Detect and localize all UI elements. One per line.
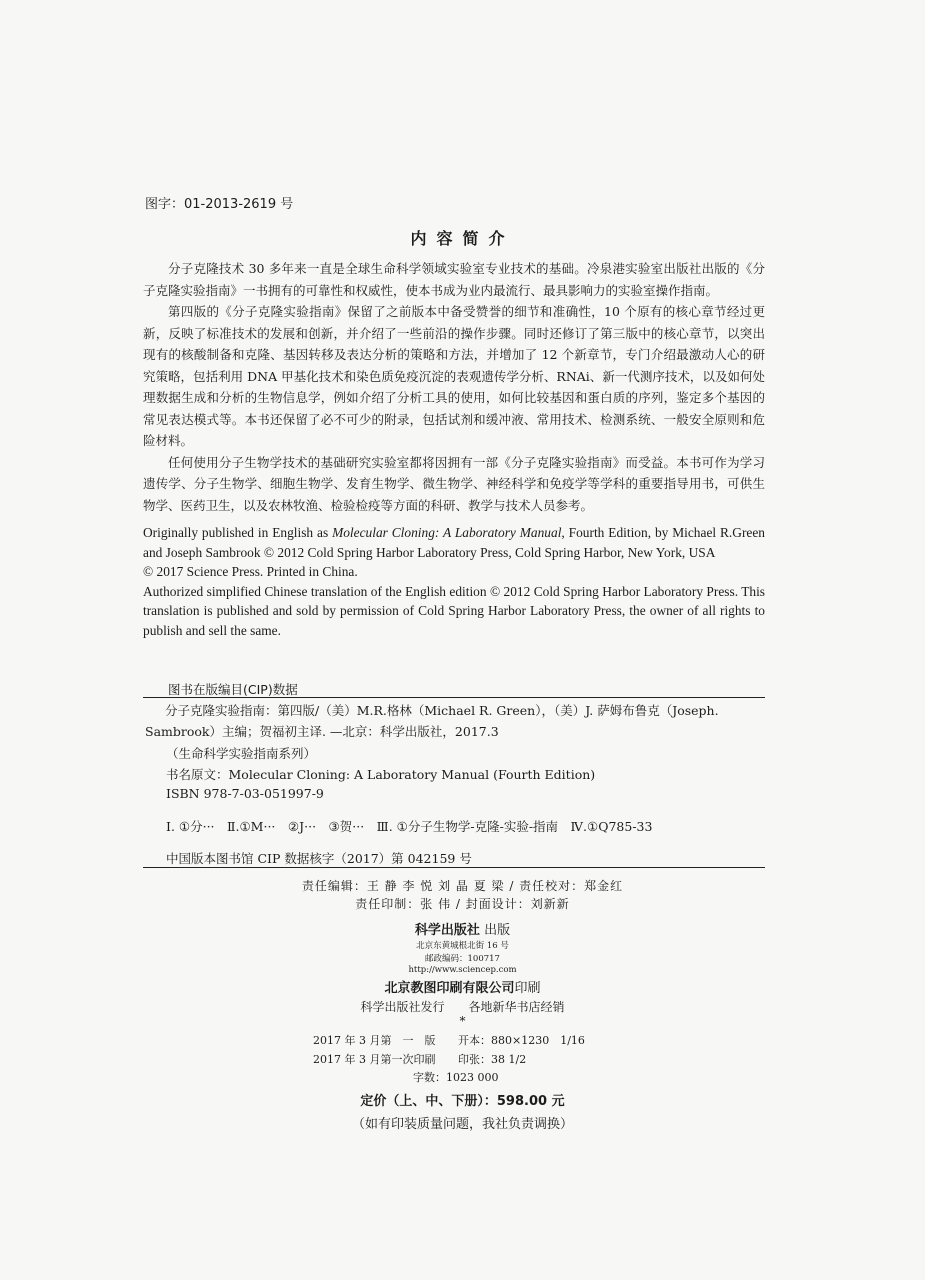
registration-number: 图字：01-2013-2619 号 (145, 197, 294, 212)
cip-record-number: 中国版本图书馆 CIP 数据核字（2017）第 042159 号 (166, 851, 472, 866)
price: 定价（上、中、下册）：598.00 元 (360, 1094, 565, 1109)
cip-bottom-rule (143, 867, 765, 868)
summary-paragraph: 任何使用分子生物学技术的基础研究实验室都将因拥有一部《分子克隆实验指南》而受益。本书可作为学习遗传学、分子生物学、细胞生物学、发育生物学、微生物学、神经科学和免疫学等学科的重要指导用书，可供生物学、医药卫生，以及农林牧渔、检验检疫等方面的科研、教学与技术人员参考。 (143, 454, 765, 513)
distribution-line: 科学出版社发行 各地新华书店经销 (360, 1000, 565, 1014)
cip-series: （生命科学实验指南系列） (166, 746, 317, 761)
cip-isbn: ISBN 978-7-03-051997-9 (166, 786, 324, 801)
editor-credits: 责任编辑：王 静 李 悦 刘 晶 夏 梁 / 责任校对：郑金红 (301, 879, 624, 893)
publisher-suffix: 出版 (479, 923, 511, 938)
publisher-url: http://www.sciencep.com (408, 965, 517, 975)
word-count: 字数：1023 000 (413, 1071, 499, 1084)
production-credits: 责任印制：张 伟 / 封面设计：刘新新 (355, 897, 570, 911)
summary-body (143, 258, 765, 516)
cip-top-rule (143, 697, 765, 698)
print-date: 2017 年 3 月第一次印刷 (313, 1053, 436, 1066)
publisher-address: 北京东黄城根北街 16 号 (416, 941, 509, 951)
printer-line (0, 977, 925, 996)
cip-title: 图书在版编目(CIP)数据 (168, 682, 298, 697)
cip-classification: Ⅰ. ①分··· Ⅱ.①M··· ②J··· ③贺··· Ⅲ. ①分子生物学-克隆-实验-指南 Ⅳ.①Q785-33 (166, 819, 653, 834)
book-format: 开本：880×1230 1/16 (458, 1034, 585, 1047)
publisher-name: 科学出版社 (414, 923, 480, 938)
quality-notice: （如有印装质量问题，我社负责调换） (351, 1117, 573, 1132)
edition-date: 2017 年 3 月第 一 版 (313, 1034, 436, 1047)
separator-asterisk: * (459, 1014, 466, 1028)
authorization-note: Authorized simplified Chinese translation of the English edition © 2012 Cold Spring Harbor Laboratory Press. This translation is published and sold by permission of Cold Spring Harbor Laboratory Press, the owner of all rights to publish and sell the same. (143, 583, 765, 638)
summary-paragraph: 分子克隆技术 30 多年来一直是全球生命科学领域实验室专业技术的基础。冷泉港实验室出版社出版的《分子克隆实验指南》一书拥有的可靠性和权威性，使本书成为业内最流行、最具影响力的实验室操作指南。 (143, 261, 765, 298)
original-title: Molecular Cloning: A Laboratory Manual (332, 525, 562, 540)
publisher-postcode: 邮政编码：100717 (425, 954, 500, 964)
cip-entry: 分子克隆实验指南：第四版/（美）M.R.格林（Michael R. Green），（美）J. 萨姆布鲁克（Joseph. Sambrook）主编；贺福初主译. —北京：科学出版社，2017.3 (145, 703, 719, 739)
copyright-line: © 2017 Science Press. Printed in China. (143, 564, 358, 579)
english-rights-notice (143, 523, 765, 640)
summary-heading: 内容简介 (410, 229, 515, 248)
cip-original-title: 书名原文：Molecular Cloning: A Laboratory Manual (Fourth Edition) (166, 767, 596, 782)
orig-prefix: Originally published in English as (143, 525, 333, 540)
orig-suffix: , Fourth Edition, by Michael R.Green and Joseph Sambrook © 2012 Cold Spring Harbor Laboratory Press, Cold Spring Harbor, New York, USA (143, 525, 765, 560)
publisher-line (0, 919, 925, 938)
original-publication-note (143, 523, 765, 562)
summary-paragraph: 第四版的《分子克隆实验指南》保留了之前版本中备受赞誉的细节和准确性，10 个原有的核心章节经过更新，反映了标准技术的发展和创新，并介绍了一些前沿的操作步骤。同时还修订了第三版中的核心章节，以突出现有的核酸制备和克隆、基因转移及表达分析的策略和方法，并增加了 12 个新章节，专门介绍最激动人心的研究策略，包括利用 DNA 甲基化技术和染色质免疫沉淀的表观遗传学分析、RNAi、新一代测序技术，以及如何处理数据生成和分析的生物信息学，例如介绍了分析工具的使用，如何比较基因和蛋白质的序列，鉴定多个基因的常见表达模式等。本书还保留了必不可少的附录，包括试剂和缓冲液、常用技术、检测系统、一般安全原则和危险材料。 (143, 304, 765, 448)
printer-name: 北京教图印刷有限公司 (384, 981, 515, 996)
printer-suffix: 印刷 (514, 981, 541, 996)
print-sheets: 印张：38 1/2 (458, 1053, 527, 1066)
